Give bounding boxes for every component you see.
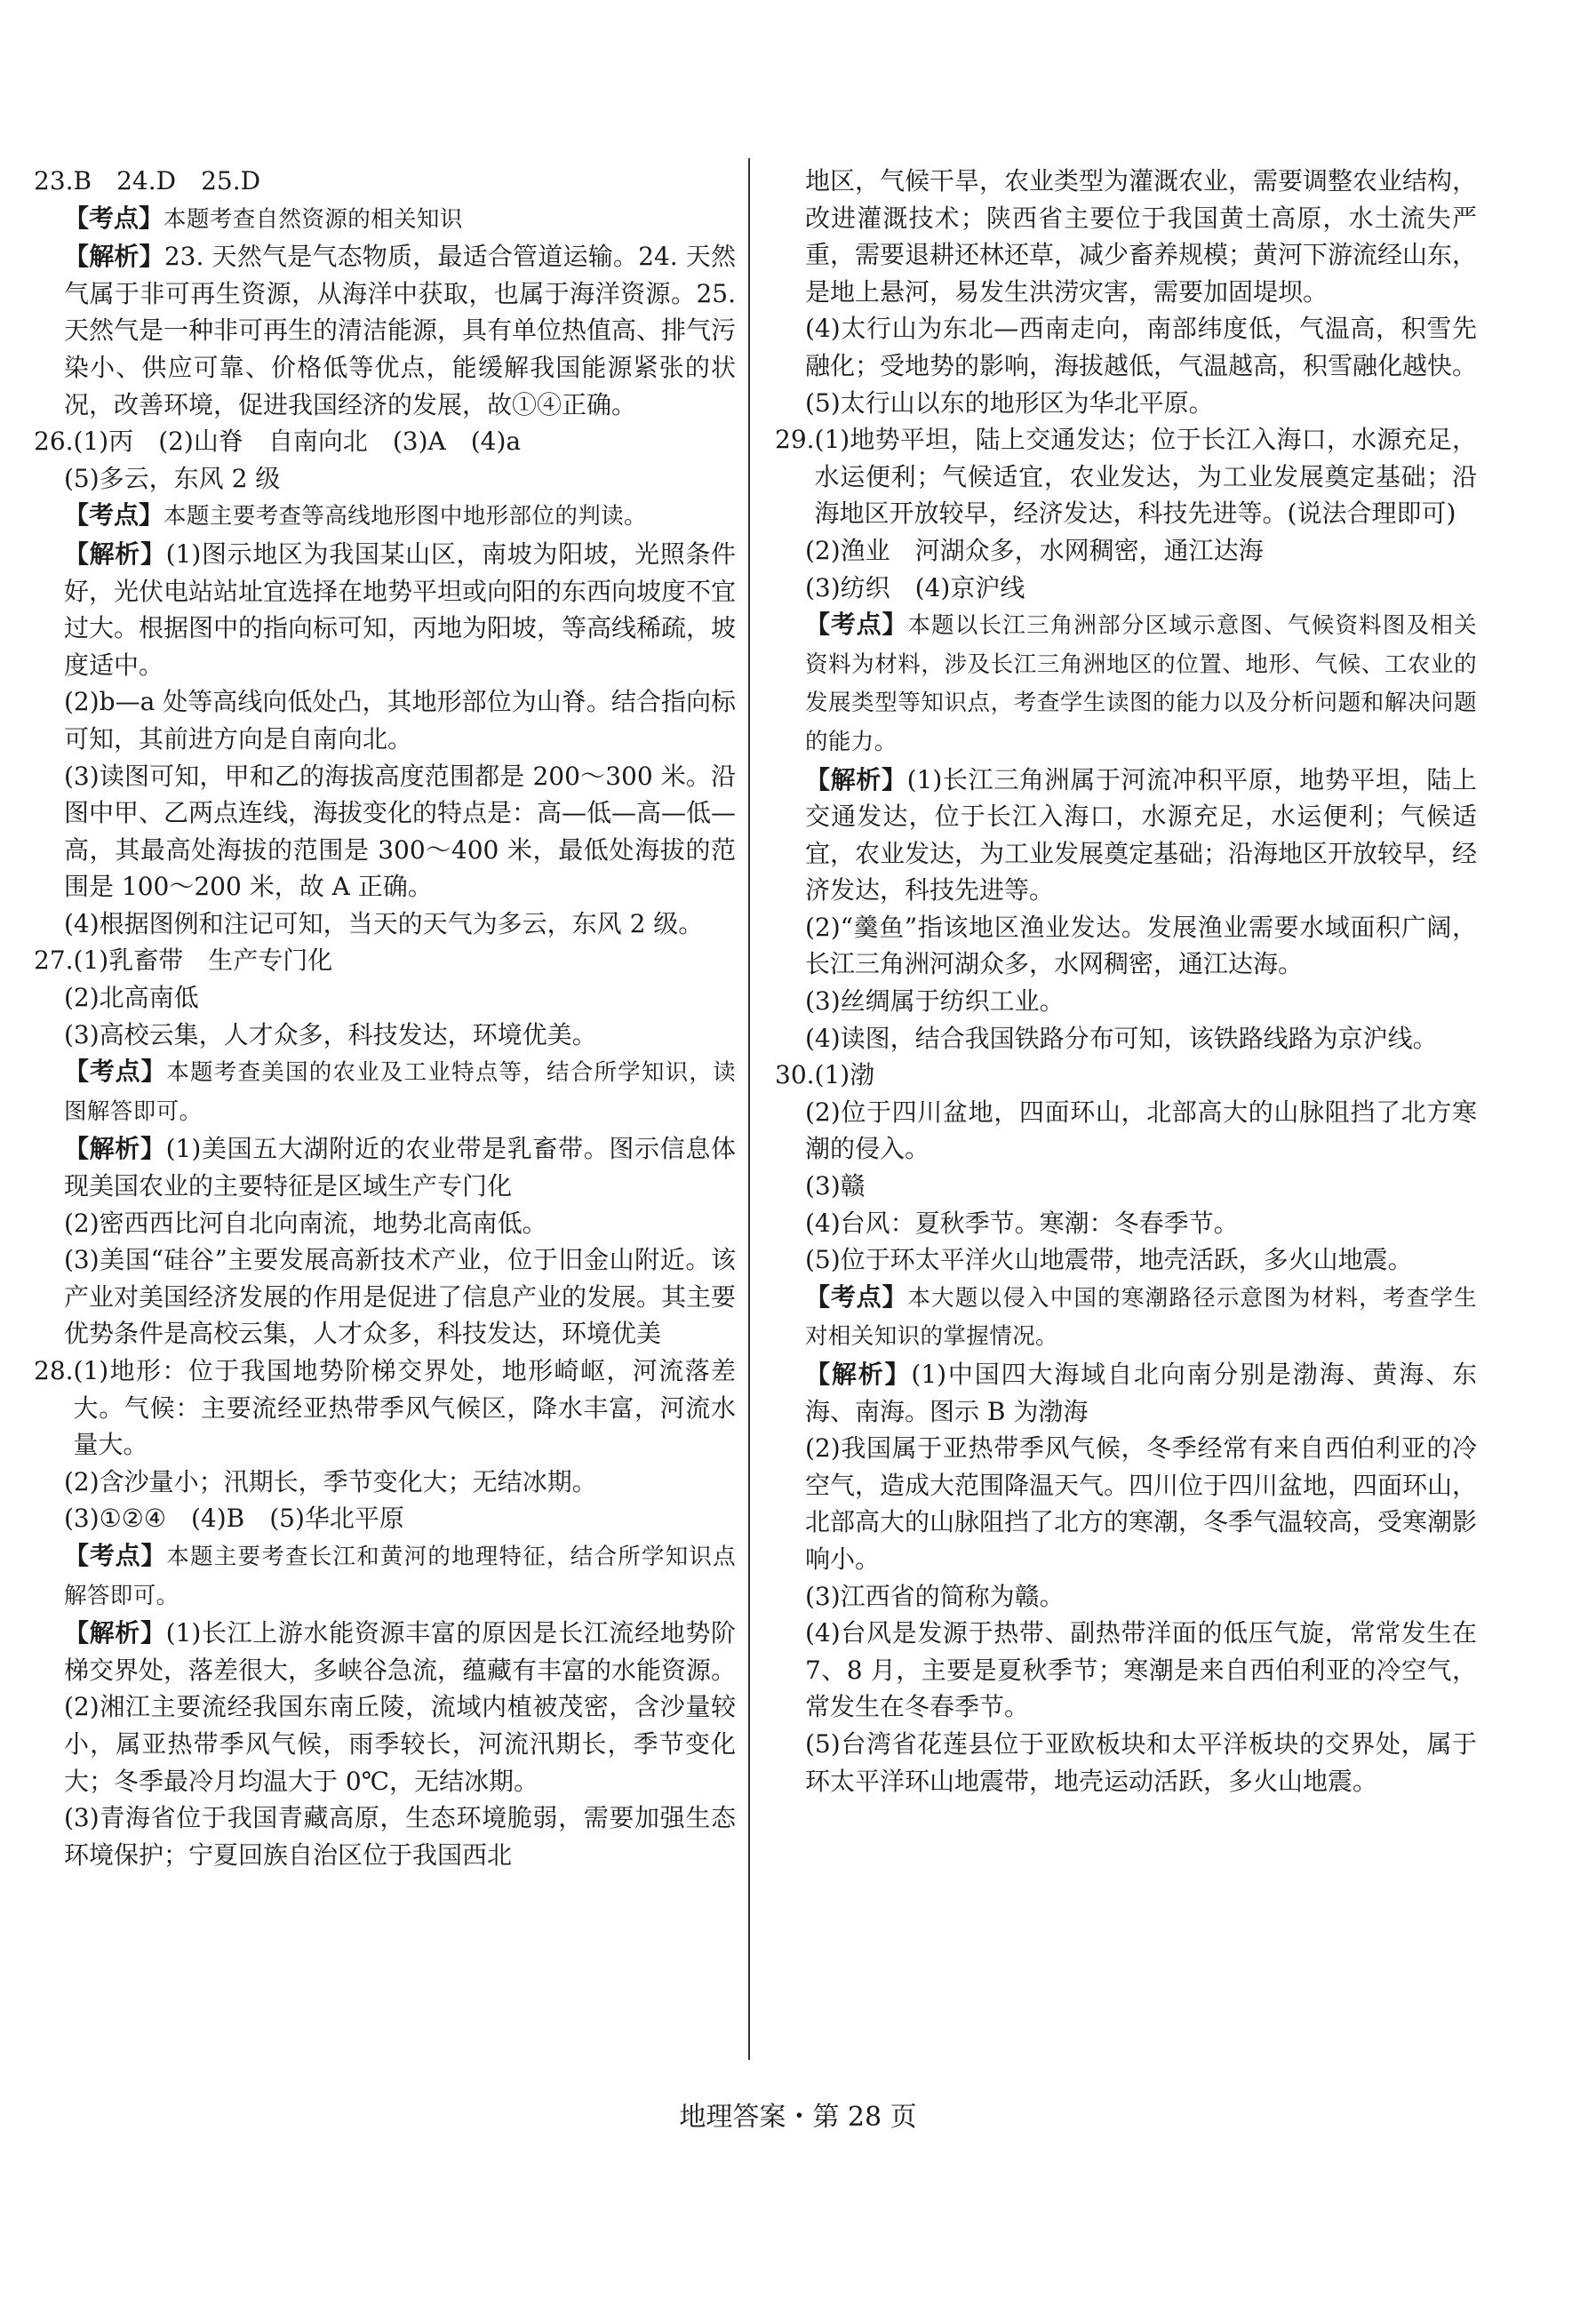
kaodian-27: 【考点】本题考查美国的农业及工业特点等，结合所学知识，读图解答即可。 <box>64 1057 736 1125</box>
jiexi-30-part3: (3)江西省的简称为赣。 <box>805 1581 1065 1611</box>
kaodian-28: 【考点】本题主要考查长江和黄河的地理特征，结合所学知识点解答即可。 <box>64 1540 736 1609</box>
page-footer: 地理答案・第 28 页 <box>679 2102 917 2133</box>
answer-30-part4: (4)台风：夏秋季节。寒潮：冬春季节。 <box>805 1208 1239 1238</box>
jiexi-29-part4: (4)读图，结合我国铁路分布可知，该铁路线路为京沪线。 <box>805 1023 1438 1053</box>
answer-29-part2: (2)渔业 河湖众多，水网稠密，通江达海 <box>805 535 1264 565</box>
answer-28-part2: (2)含沙量小；汛期长，季节变化大；无结冰期。 <box>64 1466 597 1496</box>
kaodian-26: 【考点】本题主要考查等高线地形图中地形部位的判读。 <box>64 500 647 531</box>
answer-30-part2: (2)位于四川盆地，四面环山，北部高大的山脉阻挡了北方寒潮的侵入。 <box>805 1097 1477 1164</box>
answer-27: 27. (1)乳畜带 生产专门化 <box>34 946 333 976</box>
answer-27-part3: (3)高校云集，人才众多，科技发达，环境优美。 <box>64 1019 597 1049</box>
jiexi-30-part5: (5)台湾省花莲县位于亚欧板块和太平洋板块的交界处，属于环太平洋环山地震带，地壳运动活跃，多火山地震。 <box>805 1728 1477 1796</box>
answer-29-part3: (3)纺织 (4)京沪线 <box>805 572 1025 602</box>
column-divider <box>748 158 750 2060</box>
answer-30-part3: (3)赣 <box>805 1171 866 1201</box>
jiexi-29: 【解析】(1)长江三角洲属于河流冲积平原，地势平坦，陆上交通发达，位于长江入海口，水源充足，水运便利；气候适宜，农业发达，为工业发展奠定基础；沿海地区开放较早，经济发达，科技先进等。 <box>805 764 1478 906</box>
answer-26-part5: (5)多云，东风 2 级 <box>64 463 281 493</box>
jiexi-26-part4: (4)根据图例和注记可知，当天的天气为多云，东风 2 级。 <box>64 908 704 938</box>
jiexi-28-part4: (4)太行山为东北—西南走向，南部纬度低，气温高，积雪先融化；受地势的影响，海拔越低，气温越高，积雪融化越快。 <box>805 314 1478 380</box>
jiexi-28-part2: (2)湘江主要流经我国东南丘陵，流域内植被茂密，含沙量较小，属亚热带季风气候，雨季较长，河流汛期长，季节变化大；冬季最冷月均温大于 0℃，无结冰期。 <box>64 1692 736 1796</box>
answer-28-part3: (3)①②④ (4)B (5)华北平原 <box>64 1504 404 1534</box>
answer-29: 29. (1)地势平坦，陆上交通发达；位于长江入海口，水源充足，水运便利；气候适宜，农业发达，为工业发展奠定基础；沿海地区开放较早，经济发达，科技先进等。(说法合理即可) <box>775 425 1477 529</box>
jiexi-27-part2: (2)密西西比河自北向南流，地势北高南低。 <box>64 1208 547 1238</box>
answer-30: 30. (1)渤 <box>775 1060 875 1090</box>
jiexi-28-part3: (3)青海省位于我国青藏高原，生态环境脆弱，需要加强生态环境保护；宁夏回族自治区位于我国西北 <box>64 1803 736 1870</box>
answer-30-part5: (5)位于环太平洋火山地震带，地壳活跃，多火山地震。 <box>805 1245 1413 1275</box>
kaodian-23: 【考点】本题考查自然资源的相关知识 <box>64 203 463 233</box>
kaodian-30: 【考点】本大题以侵入中国的寒潮路径示意图为材料，考查学生对相关知识的掌握情况。 <box>805 1281 1477 1351</box>
jiexi-29-part3: (3)丝绸属于纺织工业。 <box>805 986 1065 1017</box>
jiexi-28-part3-continued: 地区，气候干旱，农业类型为灌溉农业，需要调整农业结构，改进灌溉技术；陕西省主要位于我国黄土高原，水土流失严重，需要退耕还林还草，减少畜养规模；黄河下游流经山东，是地上悬河，易发生洪涝灾害，需要加固堤坝。 <box>805 166 1478 307</box>
jiexi-30-part4: (4)台风是发源于热带、副热带洋面的低压气旋，常常发生在 7、8 月，主要是夏秋季节；寒潮是来自西伯利亚的冷空气，常发生在冬春季节。 <box>805 1618 1477 1722</box>
answer-28: 28. (1)地形：位于我国地势阶梯交界处，地形崎岖，河流落差大。气候：主要流经亚热带季风气候区，降水丰富，河流水量大。 <box>34 1356 736 1460</box>
jiexi-26-part2: (2)b—a 处等高线向低处凸，其地形部位为山脊。结合指向标可知，其前进方向是自南向北。 <box>64 687 736 754</box>
jiexi-26: 【解析】(1)图示地区为我国某山区，南坡为阳坡，光照条件好，光伏电站站址宜选择在地势平坦或向阳的东西向坡度不宜过大。根据图中的指向标可知，丙地为阳坡，等高线稀疏，坡度适中。 <box>64 539 737 680</box>
jiexi-30-part2: (2)我国属于亚热带季风气候，冬季经常有来自西伯利亚的冷空气，造成大范围降温天气。四川位于四川盆地，四面环山，北部高大的山脉阻挡了北方的寒潮，冬季气温较高，受寒潮影响小。 <box>805 1433 1478 1574</box>
answer-27-part2: (2)北高南低 <box>64 983 199 1013</box>
answer-26: 26. (1)丙 (2)山脊 自南向北 (3)A (4)a <box>34 427 522 457</box>
jiexi-26-part3: (3)读图可知，甲和乙的海拔高度范围都是 200～300 米。沿图中甲、乙两点连线，海拔变化的特点是：高—低—高—低—高，其最高处海拔的范围是 300～400 米，最低处海拔的范围是 100～200 米，故 A 正确。 <box>64 761 737 902</box>
kaodian-29: 【考点】本题以长江三角洲部分区域示意图、气候资料图及相关资料为材料，涉及长江三角洲地区的位置、地形、气候、工农业的发展类型等知识点，考查学生读图的能力以及分析问题和解决问题的能力。 <box>805 610 1477 755</box>
left-column <box>34 163 736 1873</box>
jiexi-28: 【解析】(1)长江上游水能资源丰富的原因是长江流经地势阶梯交界处，落差很大，多峡谷急流，蕴藏有丰富的水能资源。 <box>64 1618 737 1685</box>
right-column <box>775 163 1477 1799</box>
jiexi-30: 【解析】(1)中国四大海域自北向南分别是渤海、黄海、东海、南海。图示 B 为渤海 <box>805 1360 1477 1426</box>
jiexi-29-part2: (2)“羹鱼”指该地区渔业发达。发展渔业需要水域面积广阔，长江三角洲河湖众多，水网稠密，通江达海。 <box>805 912 1477 979</box>
jiexi-27: 【解析】(1)美国五大湖附近的农业带是乳畜带。图示信息体现美国农业的主要特征是区域生产专门化 <box>64 1134 736 1201</box>
jiexi-27-part3: (3)美国“硅谷”主要发展高新技术产业，位于旧金山附近。该产业对美国经济发展的作用是促进了信息产业的发展。其主要优势条件是高校云集，人才众多，科技发达，环境优美 <box>64 1245 737 1349</box>
answer-23-25: 23.B 24.D 25.D <box>34 166 261 195</box>
jiexi-23: 【解析】23. 天然气是气态物质，最适合管道运输。24. 天然气属于非可再生资源，从海洋中获取，也属于海洋资源。25. 天然气是一种非可再生的清洁能源，具有单位热值高、排气污染小、供应可靠、价格低等优点，能缓解我国能源紧张的状况，改善环境，促进我国经济的发展，故①④正确。 <box>64 242 737 419</box>
jiexi-28-part5: (5)太行山以东的地形区为华北平原。 <box>805 387 1214 418</box>
